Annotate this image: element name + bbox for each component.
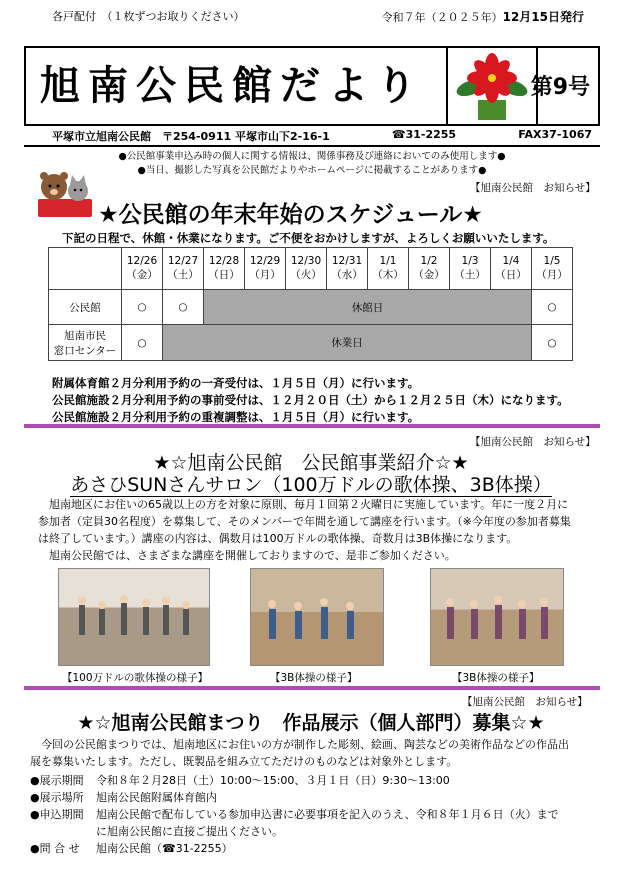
program-line: 参加者（定員30名程度）を募集して、そのメンバーで年間を通して講座を行います。（※今年度の参加者募集 [38, 515, 571, 528]
detail-label: ●問 合 せ [30, 842, 80, 855]
masthead [24, 46, 600, 126]
notice-label: 【旭南公民館 お知らせ】 [470, 182, 596, 194]
poinsettia-illustration [446, 48, 538, 124]
date: 1/2 [420, 255, 438, 267]
photo-caption: 【3B体操の様子】 [452, 672, 540, 684]
schedule-row-kominkan [49, 290, 573, 325]
schedule-intro: 下記の日程で、休館・休業になります。ご不便をおかけしますが、よろしくお願いいたします。 [62, 231, 555, 245]
issue-number: 第9号 [530, 75, 590, 100]
date-cell [491, 248, 532, 290]
date: 12/30 [290, 255, 322, 267]
detail-value: に旭南公民館に直接ご提出ください。 [96, 825, 283, 838]
detail-value: 旭南公民館（☎31-2255） [96, 842, 233, 855]
detail-value: 旭南公民館で配布している参加申込書に必要事項を記入のうえ、令和８年１月６日（火）まで [96, 808, 559, 821]
phone: ☎31-2255 [391, 128, 457, 141]
bear-cat-illustration [34, 167, 96, 223]
row-label: 公民館 [49, 290, 122, 325]
detail-label: ●展示場所 [30, 791, 84, 804]
section-title-festival: ★☆旭南公民館まつり 作品展示（個人部門）募集☆★ [77, 712, 545, 734]
section-subtitle-program [0, 470, 622, 497]
festival-line: 今回の公民館まつりでは、旭南地区にお住いの方が制作した彫刻、絵画、陶芸などの美術作品などの作品出 [30, 738, 569, 751]
date: 12/31 [331, 255, 363, 267]
section-title-schedule: ★公民館の年末年始のスケジュール★ [98, 202, 483, 228]
distribution-note: 各戸配付 （１枚ずつお取りください） [52, 10, 245, 23]
section-divider [24, 686, 600, 690]
detail-row [30, 789, 559, 806]
date: 12/27 [167, 255, 199, 267]
photo-caption: 【3B体操の様子】 [270, 672, 358, 684]
detail-label: ●展示期間 [30, 774, 84, 787]
date-cell [204, 248, 245, 290]
weekday: （木） [372, 269, 404, 281]
address-line [52, 128, 592, 144]
program-line: は終了しています。）講座の内容は、偶数月は100万ドルの歌体操、奇数月は3B体操になります。 [38, 532, 518, 545]
weekday: （火） [290, 269, 322, 281]
detail-value: 令和８年２月28日（土）10:00～15:00、３月１日（日）9:30～13:00 [96, 774, 450, 787]
schedule-date-row [49, 248, 573, 290]
notice-label: 【旭南公民館 お知らせ】 [462, 696, 588, 708]
date: 1/1 [379, 255, 397, 267]
detail-row [30, 823, 559, 840]
weekday: （日） [208, 269, 240, 281]
photo-3b-exercise-2 [430, 568, 564, 666]
detail-label: ●申込期間 [30, 808, 84, 821]
weekday: （月） [249, 269, 281, 281]
date: 12/29 [249, 255, 281, 267]
address: 平塚市立旭南公民館 〒254-0911 平塚市山下2-16-1 [52, 130, 330, 143]
divider [24, 145, 600, 147]
weekday: （月） [536, 269, 568, 281]
open-mark: ○ [163, 290, 204, 325]
photo-song-exercise [58, 568, 210, 666]
closed-period: 休業日 [163, 325, 532, 361]
photo-3b-exercise-1 [250, 568, 384, 666]
detail-row [30, 840, 559, 857]
detail-row [30, 806, 559, 823]
detail-row [30, 772, 559, 789]
date-cell [286, 248, 327, 290]
detail-value: 旭南公民館附属体育館内 [96, 791, 217, 804]
section-title-program: ★☆旭南公民館 公民館事業紹介☆★ [153, 452, 469, 474]
schedule-table [48, 247, 573, 361]
date: 12/28 [208, 255, 240, 267]
weekday: （土） [454, 269, 486, 281]
program-line: 旭南地区にお住いの65歳以上の方を対象に原則、毎月１回第２火曜日に実施しています。年に一度２月に [38, 498, 569, 511]
notice-label: 【旭南公民館 お知らせ】 [470, 436, 596, 448]
festival-description [30, 736, 569, 770]
festival-line: 展を募集いたします。ただし、既製品を組み立てただけのものなどは対象外とします。 [30, 755, 458, 768]
open-mark: ○ [532, 325, 573, 361]
note-line: 公民館施設２月分利用予約の重複調整は、１月５日（月）に行います。 [52, 410, 420, 424]
note-line: 公民館施設２月分利用予約の事前受付は、１２月２０日（土）から１２月２５日（木）になります。 [52, 393, 569, 407]
open-mark: ○ [122, 325, 163, 361]
privacy-line: ●当日、撮影した写真を公民館だよりやホームページに掲載することがあります● [137, 165, 487, 176]
date: 1/5 [543, 255, 561, 267]
issue-date [382, 8, 584, 25]
privacy-line: ●公民館事業申込み時の個人に関する情報は、関係事務及び連絡においてのみ使用します● [118, 151, 506, 162]
closed-period: 休館日 [204, 290, 532, 325]
program-description [38, 496, 571, 564]
date-cell [122, 248, 163, 290]
newsletter-title: 旭南公民館だより [40, 62, 424, 109]
photo-caption: 【100万ドルの歌体操の様子】 [62, 672, 209, 684]
note-line: 附属体育館２月分利用予約の一斉受付は、１月５日（月）に行います。 [52, 376, 420, 390]
weekday: （金） [126, 269, 158, 281]
open-mark: ○ [122, 290, 163, 325]
date-cell [368, 248, 409, 290]
privacy-notice [24, 150, 600, 178]
issue-date-main: 12月15日発行 [502, 10, 584, 24]
date-cell [409, 248, 450, 290]
program-line: 旭南公民館では、さまざまな講座を開催しておりますので、是非ご参加ください。 [38, 549, 456, 562]
date-cell [327, 248, 368, 290]
weekday: （金） [413, 269, 445, 281]
fax: FAX37-1067 [518, 128, 592, 141]
date-cell [450, 248, 491, 290]
program-subtitle: あさひSUNさんサロン（100万ドルの歌体操、3B体操） [70, 474, 552, 496]
date: 1/3 [461, 255, 479, 267]
weekday: （土） [167, 269, 199, 281]
date-cell [163, 248, 204, 290]
row-label-line: 窓口センター [53, 344, 117, 357]
corner-cell [49, 248, 122, 290]
issue-date-prefix: 令和７年（２０２５年） [381, 11, 503, 24]
weekday: （水） [331, 269, 363, 281]
weekday: （日） [495, 269, 527, 281]
open-mark: ○ [532, 290, 573, 325]
date: 12/26 [126, 255, 158, 267]
date-cell [245, 248, 286, 290]
row-label-line: 旭南市民 [64, 329, 106, 342]
section-divider [24, 424, 600, 428]
festival-details [30, 772, 559, 857]
date-cell [532, 248, 573, 290]
schedule-row-center [49, 325, 573, 361]
schedule-notes [52, 375, 569, 426]
date: 1/4 [502, 255, 520, 267]
row-label [49, 325, 122, 361]
